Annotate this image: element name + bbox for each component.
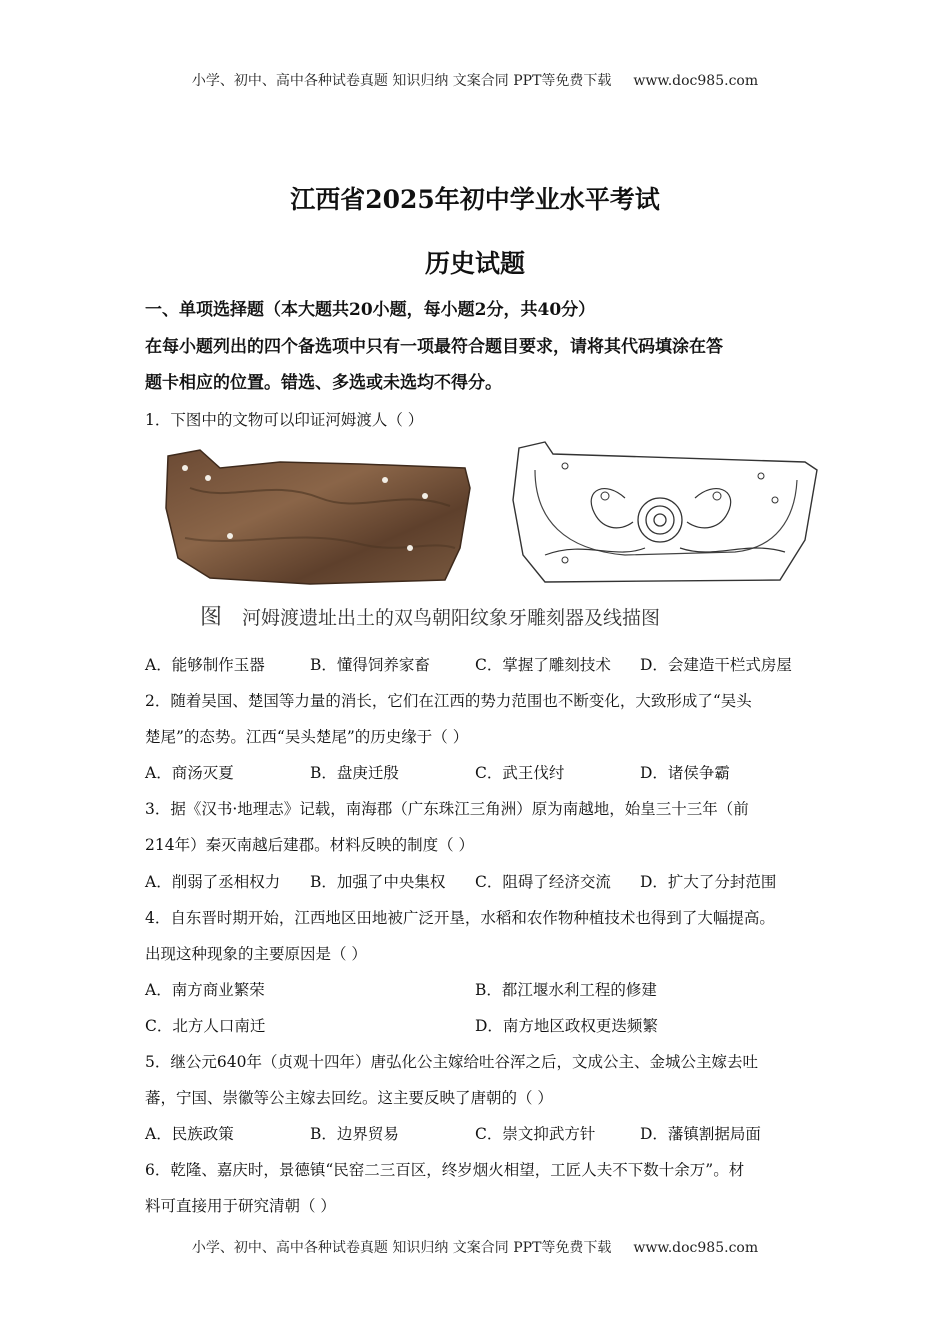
q5-option-a[interactable]: A．民族政策 [145, 1125, 234, 1143]
section-instruction-2: 题卡相应的位置。错选、多选或未选均不得分。 [145, 373, 502, 393]
question-2-stem-1: 2．随着吴国、楚国等力量的消长，它们在江西的势力范围也不断变化，大致形成了“吴头 [145, 692, 752, 710]
question-5-stem-2: 蕃，宁国、崇徽等公主嫁去回纥。这主要反映了唐朝的（ ） [145, 1089, 553, 1107]
question-5-stem-1: 5．继公元640年（贞观十四年）唐弘化公主嫁给吐谷浑之后，文成公主、金城公主嫁去吐 [145, 1053, 758, 1071]
question-3-stem-2: 214年）秦灭南越后建郡。材料反映的制度（ ） [145, 836, 475, 854]
q2-option-b[interactable]: B．盘庚迁殷 [310, 764, 399, 782]
q4-option-a[interactable]: A．南方商业繁荣 [145, 981, 265, 999]
question-2-stem-2: 楚尾”的态势。江西“吴头楚尾”的历史缘于（ ） [145, 728, 469, 746]
q3-option-c[interactable]: C．阻碍了经济交流 [475, 873, 611, 891]
figure-label: 图 [200, 605, 223, 630]
header-url[interactable]: www.doc985.com [633, 73, 759, 89]
question-6-stem-2: 料可直接用于研究清朝（ ） [145, 1197, 336, 1215]
q1-option-b[interactable]: B．懂得饲养家畜 [310, 656, 430, 674]
section-heading: 一、单项选择题（本大题共20小题，每小题2分，共40分） [145, 300, 596, 320]
figure-caption-text: 河姆渡遗址出土的双鸟朝阳纹象牙雕刻器及线描图 [242, 607, 661, 629]
question-3-stem-1: 3．据《汉书·地理志》记载，南海郡（广东珠江三角洲）原为南越地，始皇三十三年（前 [145, 800, 749, 818]
section-instruction-1: 在每小题列出的四个备选项中只有一项最符合题目要求，请将其代码填涂在答 [145, 337, 723, 357]
q1-option-c[interactable]: C．掌握了雕刻技术 [475, 656, 611, 674]
q5-option-b[interactable]: B．边界贸易 [310, 1125, 399, 1143]
ivory-carving-photo [160, 448, 475, 588]
page-footer [0, 1237, 950, 1257]
figure-caption [200, 600, 660, 631]
exam-subtitle: 历史试题 [424, 249, 525, 278]
question-4-stem-2: 出现这种现象的主要原因是（ ） [145, 945, 367, 963]
footer-url[interactable]: www.doc985.com [633, 1240, 759, 1256]
q2-option-a[interactable]: A．商汤灭夏 [145, 764, 234, 782]
question-1-stem: 1．下图中的文物可以印证河姆渡人（ ） [145, 411, 424, 429]
footer-text: 小学、初中、高中各种试卷真题 知识归纳 文案合同 PPT等免费下载 [191, 1240, 612, 1256]
question-6-stem-1: 6．乾隆、嘉庆时，景德镇“民窑二三百区，终岁烟火相望，工匠人夫不下数十余万”。材 [145, 1161, 745, 1179]
q4-option-d[interactable]: D．南方地区政权更迭频繁 [475, 1017, 658, 1035]
exam-title: 江西省2025年初中学业水平考试 [290, 185, 660, 214]
q2-option-c[interactable]: C．武王伐纣 [475, 764, 565, 782]
q1-option-d[interactable]: D．会建造干栏式房屋 [640, 656, 792, 674]
q5-option-c[interactable]: C．崇文抑武方针 [475, 1125, 596, 1143]
ivory-carving-line-drawing [505, 440, 825, 590]
q4-option-b[interactable]: B．都江堰水利工程的修建 [475, 981, 657, 999]
q4-option-c[interactable]: C．北方人口南迁 [145, 1017, 266, 1035]
q5-option-d[interactable]: D．藩镇割据局面 [640, 1125, 761, 1143]
q2-option-d[interactable]: D．诸侯争霸 [640, 764, 730, 782]
q1-option-a[interactable]: A．能够制作玉器 [145, 656, 265, 674]
q3-option-d[interactable]: D．扩大了分封范围 [640, 873, 777, 891]
header-text: 小学、初中、高中各种试卷真题 知识归纳 文案合同 PPT等免费下载 [191, 73, 612, 89]
q3-option-b[interactable]: B．加强了中央集权 [310, 873, 446, 891]
page-header [0, 70, 950, 90]
question-4-stem-1: 4．自东晋时期开始，江西地区田地被广泛开垦，水稻和农作物种植技术也得到了大幅提高。 [145, 909, 775, 927]
q3-option-a[interactable]: A．削弱了丞相权力 [145, 873, 281, 891]
